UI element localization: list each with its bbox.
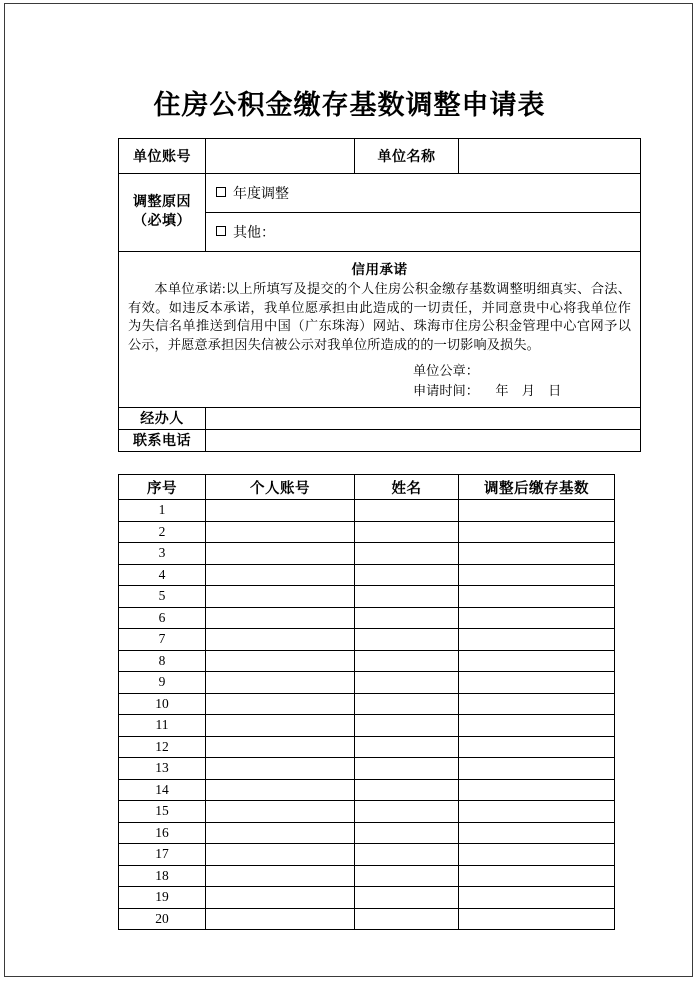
- row-adjusted-base-cell[interactable]: [459, 650, 615, 672]
- table-row: [119, 607, 615, 629]
- row-index-cell: 3: [119, 543, 206, 565]
- checkbox-annual-adjustment-icon[interactable]: [216, 187, 226, 197]
- row-personal-account-cell[interactable]: [206, 887, 355, 909]
- row-adjusted-base-cell[interactable]: [459, 779, 615, 801]
- table-row: [119, 801, 615, 823]
- row-index-cell: 11: [119, 715, 206, 737]
- date-day-label: [535, 383, 561, 398]
- column-header-name: 姓名: [355, 475, 459, 500]
- table-row: [119, 650, 615, 672]
- header-table: [118, 138, 641, 452]
- row-adjusted-base-cell[interactable]: [459, 758, 615, 780]
- row-personal-account-cell[interactable]: [206, 693, 355, 715]
- row-adjusted-base-cell[interactable]: [459, 672, 615, 694]
- row-personal-account-cell[interactable]: [206, 908, 355, 930]
- row-adjusted-base-cell[interactable]: [459, 865, 615, 887]
- application-date-label: 申请时间：: [413, 382, 479, 398]
- row-personal-account-cell[interactable]: [206, 521, 355, 543]
- option-other-reason-label: 其他：: [233, 226, 275, 241]
- row-name-cell[interactable]: [355, 521, 459, 543]
- row-name-cell[interactable]: [355, 693, 459, 715]
- table-row-phone: [119, 429, 641, 451]
- row-name-cell[interactable]: [355, 908, 459, 930]
- row-personal-account-cell[interactable]: [206, 865, 355, 887]
- row-index-cell: 15: [119, 801, 206, 823]
- row-personal-account-cell[interactable]: [206, 779, 355, 801]
- option-annual-adjustment-label: 年度调整: [233, 187, 289, 202]
- row-name-cell[interactable]: [355, 822, 459, 844]
- row-name-cell[interactable]: [355, 715, 459, 737]
- row-name-cell[interactable]: [355, 779, 459, 801]
- row-index-cell: 8: [119, 650, 206, 672]
- field-handler[interactable]: [206, 407, 641, 429]
- label-unit-name: 单位名称: [355, 139, 459, 174]
- table-row: [119, 543, 615, 565]
- row-adjusted-base-cell[interactable]: [459, 822, 615, 844]
- row-adjusted-base-cell[interactable]: [459, 500, 615, 522]
- label-adjust-reason-line2: （必填）: [133, 213, 191, 229]
- row-adjusted-base-cell[interactable]: [459, 887, 615, 909]
- row-name-cell[interactable]: [355, 672, 459, 694]
- row-adjusted-base-cell[interactable]: [459, 607, 615, 629]
- option-other-reason[interactable]: [206, 213, 641, 252]
- date-month-text: 月: [521, 382, 535, 398]
- row-index-cell: 12: [119, 736, 206, 758]
- row-name-cell[interactable]: [355, 887, 459, 909]
- table-row-unit-account: [119, 139, 641, 174]
- date-year-label: [479, 383, 509, 398]
- row-personal-account-cell[interactable]: [206, 758, 355, 780]
- table-row: [119, 758, 615, 780]
- table-row: [119, 779, 615, 801]
- row-adjusted-base-cell[interactable]: [459, 908, 615, 930]
- row-adjusted-base-cell[interactable]: [459, 801, 615, 823]
- row-index-cell: 18: [119, 865, 206, 887]
- label-adjust-reason: [119, 174, 206, 252]
- table-row: [119, 736, 615, 758]
- row-name-cell[interactable]: [355, 865, 459, 887]
- table-row: [119, 844, 615, 866]
- row-personal-account-cell[interactable]: [206, 650, 355, 672]
- row-index-cell: 4: [119, 564, 206, 586]
- seal-label: 单位公章：: [413, 362, 479, 378]
- table-row: [119, 822, 615, 844]
- row-name-cell[interactable]: [355, 650, 459, 672]
- row-index-cell: 16: [119, 822, 206, 844]
- label-adjust-reason-line1: 调整原因: [133, 194, 191, 210]
- table-row: [119, 521, 615, 543]
- row-index-cell: 6: [119, 607, 206, 629]
- row-index-cell: 1: [119, 500, 206, 522]
- signature-block: [128, 361, 631, 401]
- row-name-cell[interactable]: [355, 801, 459, 823]
- column-header-adjusted-base: 调整后缴存基数: [459, 475, 615, 500]
- row-personal-account-cell[interactable]: [206, 607, 355, 629]
- row-adjusted-base-cell[interactable]: [459, 543, 615, 565]
- document-page: [4, 3, 693, 977]
- table-row: [119, 564, 615, 586]
- table-row: [119, 715, 615, 737]
- row-adjusted-base-cell[interactable]: [459, 844, 615, 866]
- commitment-heading: 信用承诺: [351, 262, 408, 277]
- option-annual-adjustment[interactable]: [206, 174, 641, 213]
- field-unit-account[interactable]: [206, 139, 355, 174]
- row-personal-account-cell[interactable]: [206, 736, 355, 758]
- table-row: [119, 908, 615, 930]
- row-personal-account-cell[interactable]: [206, 801, 355, 823]
- row-personal-account-cell[interactable]: [206, 715, 355, 737]
- list-table-body: [119, 500, 615, 930]
- row-personal-account-cell[interactable]: [206, 586, 355, 608]
- page-title: 住房公积金缴存基数调整申请表: [153, 90, 546, 120]
- table-row: [119, 586, 615, 608]
- column-header-personal-account: 个人账号: [206, 475, 355, 500]
- row-adjusted-base-cell[interactable]: [459, 736, 615, 758]
- row-name-cell[interactable]: [355, 736, 459, 758]
- table-row: [119, 629, 615, 651]
- commitment-block: [119, 252, 641, 408]
- table-row-commitment: [119, 252, 641, 408]
- row-adjusted-base-cell[interactable]: [459, 564, 615, 586]
- date-month-label: [509, 383, 535, 398]
- row-index-cell: 13: [119, 758, 206, 780]
- row-adjusted-base-cell[interactable]: [459, 521, 615, 543]
- date-year-text: 年: [495, 382, 509, 398]
- application-date-row: [413, 381, 631, 401]
- row-personal-account-cell[interactable]: [206, 543, 355, 565]
- column-header-index: 序号: [119, 475, 206, 500]
- row-name-cell[interactable]: [355, 607, 459, 629]
- date-day-text: 日: [548, 382, 562, 398]
- table-row: [119, 693, 615, 715]
- row-personal-account-cell[interactable]: [206, 564, 355, 586]
- row-personal-account-cell[interactable]: [206, 844, 355, 866]
- row-name-cell[interactable]: [355, 543, 459, 565]
- row-index-cell: 2: [119, 521, 206, 543]
- row-personal-account-cell[interactable]: [206, 629, 355, 651]
- row-personal-account-cell[interactable]: [206, 500, 355, 522]
- row-adjusted-base-cell[interactable]: [459, 629, 615, 651]
- row-index-cell: 5: [119, 586, 206, 608]
- employee-list-table: [118, 474, 615, 930]
- row-index-cell: 7: [119, 629, 206, 651]
- row-index-cell: 9: [119, 672, 206, 694]
- row-index-cell: 20: [119, 908, 206, 930]
- row-name-cell[interactable]: [355, 564, 459, 586]
- table-row-reason-annual: [119, 174, 641, 213]
- row-name-cell[interactable]: [355, 586, 459, 608]
- row-index-cell: 17: [119, 844, 206, 866]
- row-index-cell: 14: [119, 779, 206, 801]
- label-unit-account: 单位账号: [119, 139, 206, 174]
- table-row: [119, 500, 615, 522]
- field-contact-phone[interactable]: [206, 429, 641, 451]
- row-adjusted-base-cell[interactable]: [459, 693, 615, 715]
- row-personal-account-cell[interactable]: [206, 672, 355, 694]
- row-adjusted-base-cell[interactable]: [459, 715, 615, 737]
- label-handler: 经办人: [119, 407, 206, 429]
- checkbox-other-reason-icon[interactable]: [216, 226, 226, 236]
- field-unit-name[interactable]: [459, 139, 641, 174]
- row-index-cell: 19: [119, 887, 206, 909]
- row-name-cell[interactable]: [355, 629, 459, 651]
- table-row: [119, 887, 615, 909]
- table-row-handler: [119, 407, 641, 429]
- row-name-cell[interactable]: [355, 758, 459, 780]
- table-row: [119, 865, 615, 887]
- list-table-header-row: [119, 475, 615, 500]
- row-personal-account-cell[interactable]: [206, 822, 355, 844]
- row-adjusted-base-cell[interactable]: [459, 586, 615, 608]
- label-contact-phone: 联系电话: [119, 429, 206, 451]
- row-name-cell[interactable]: [355, 500, 459, 522]
- row-index-cell: 10: [119, 693, 206, 715]
- table-row: [119, 672, 615, 694]
- row-name-cell[interactable]: [355, 844, 459, 866]
- commitment-body: 本单位承诺:以上所填写及提交的个人住房公积金缴存基数调整明细真实、合法、有效。如违反本承诺，我单位愿承担由此造成的一切责任，并同意贵中心将我单位作为失信名单推送到信用中国（广东珠海）网站、珠海市住房公积金管理中心官网予以公示，并愿意承担因失信被公示对我单位所造成的的一切影响及损失。: [128, 281, 631, 353]
